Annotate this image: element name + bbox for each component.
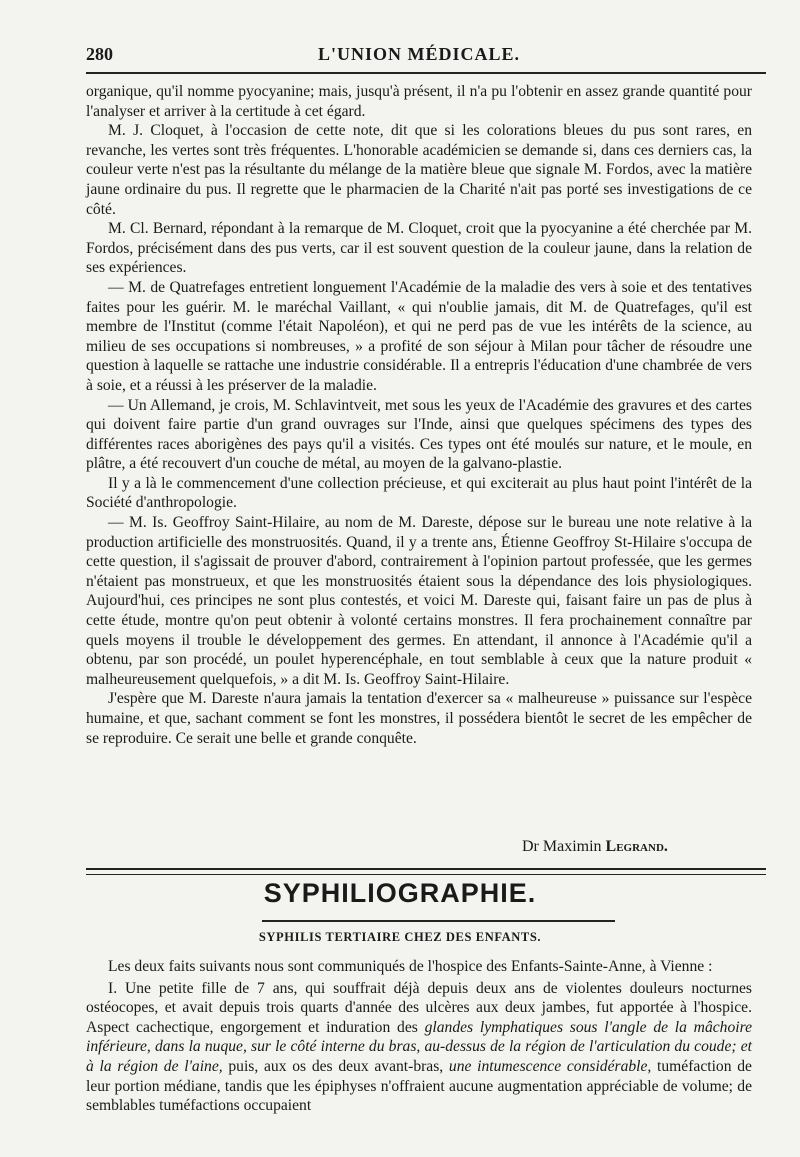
case-paragraph xyxy=(86,979,752,1116)
page-number: 280 xyxy=(86,44,113,64)
signature-prefix: Dr Maximin xyxy=(522,838,606,855)
paragraph: M. J. Cloquet, à l'occasion de cette note, dit que si les colorations bleues du pus sont rares, en revanche, les vertes sont très fréquentes. L'honorable académicien se demande si, dans ces derniers cas, la couleur verte n'est pas la résultante du mélange de la matière bleue que signale M. Fordos, avec la matière jaune ordinaire du pus. Il regrette que le pharmacien de la Charité n'ait pas porté ses investigations de ce côté. xyxy=(86,122,752,218)
case-text: tuméfaction de leur portion médiane, tandis que les épiphyses n'offraient aucune augmentation appréciable de volume; de semblables tuméfactions occupaient xyxy=(86,1057,752,1115)
section-rule-bottom xyxy=(262,920,615,922)
paragraph: organique, qu'il nomme pyocyanine; mais, jusqu'à présent, il n'a pu l'obtenir en assez grande quantité pour l'analyser et arriver à la certitude à cet égard. xyxy=(86,83,752,120)
paragraph: — M. Is. Geoffroy Saint-Hilaire, au nom de M. Dareste, dépose sur le bureau une note relative à la production artificielle des monstruosités. Quand, il y a trente ans, Étienne Geoffroy St-Hilaire s'occupa de cette question, il s'agissait de prouver d'abord, contrairement à l'opinion partout professée, que les germes n'étaient pas monstrueux, et que les monstruosités étaient sous la dépendance des lois physiologiques. Aujourd'hui, ces principes ne sont plus contestés, et voici M. Dareste qui, faisant faire un pas de plus à cette étude, montre qu'on peut obtenir à volonté certains monstres. Il fera prochainement connaître par quels moyens il trouble le développement des germes. En attendant, il annonce à l'Académie qu'il a obtenu, par son procédé, un poulet hyperencéphale, en tout semblable à ceux que la nature produit « malheureusement quelquefois, » a dit M. Is. Geoffroy Saint-Hilaire. xyxy=(86,514,752,688)
running-title: L'UNION MÉDICALE. xyxy=(318,44,521,64)
paragraph: — Un Allemand, je crois, M. Schlavintveit, met sous les yeux de l'Académie des gravures et des cartes qui doivent faire partie d'un grand ouvrages sur l'Inde, ainsi que quelques spécimens des types des différentes races aborigènes des pays qu'il a visités. Ces types ont été moulés sur nature, et le moule, en plâtre, a été recouvert d'un couche de métal, au moyen de la galvano-plastie. xyxy=(86,396,752,473)
case-text-italic: glandes lymphatiques sous l'angle de la mâchoire inférieure, dans la nuque, sur le côté interne du bras, au-dessus de la région de l'articulation du coude; et à la région de l'aine, xyxy=(86,1018,753,1075)
header-rule xyxy=(86,72,766,74)
case-text: puis, aux os des deux avant-bras, xyxy=(222,1057,449,1075)
paragraph: M. Cl. Bernard, répondant à la remarque de M. Cloquet, croit que la pyocyanine a été cherchée par M. Fordos, précisément dans des pus verts, car il est souvent question de la couleur jaune, dans la relation de ses expériences. xyxy=(86,220,752,277)
section-title: SYPHILIOGRAPHIE. xyxy=(263,878,537,908)
section-rule-top xyxy=(86,868,766,875)
paragraph: — M. de Quatrefages entretient longuement l'Académie de la maladie des vers à soie et des tentatives faites pour les guérir. M. le maréchal Vaillant, « qui n'oublie jamais, dit M. de Quatrefages, qu'il est membre de l'Institut (comme l'était Napoléon), et qui ne perd pas de vue les intérêts de la science, au milieu de ses occupations si nombreuses, » a profité de son séjour à Milan pour tâcher de résoudre une question à laquelle se rattache une industrie considérable. Il a entrepris l'éducation d'une chambrée de vers à soie, et a réussi à les préserver de la maladie. xyxy=(86,278,752,394)
page-header xyxy=(86,40,766,68)
article-body xyxy=(86,82,752,748)
paragraph: J'espère que M. Dareste n'aura jamais la tentation d'exercer sa « malheureuse » puissance sur l'espèce humaine, et que, sachant comment se font les monstres, il possédera bientôt le secret de les empêcher de se reproduire. Ce serait une belle et grande conquête. xyxy=(86,690,752,747)
section-body xyxy=(86,957,752,1118)
section-subtitle: SYPHILIS TERTIAIRE CHEZ DES ENFANTS. xyxy=(258,930,542,944)
paragraph: Il y a là le commencement d'une collection précieuse, et qui exciterait au plus haut point l'intérêt de la Société d'anthropologie. xyxy=(86,474,752,512)
case-text-italic: une intumescence considérable, xyxy=(448,1057,652,1075)
signature-name: Legrand. xyxy=(605,838,668,855)
case-text: I. Une petite fille de 7 ans, qui souffrait déjà depuis deux ans de violentes douleurs nocturnes ostéocopes, et avait depuis trois quarts d'année des ulcères aux deux jambes, fut apportée à l'hospice. Aspect cachectique, engorgement et induration des xyxy=(86,979,752,1036)
section-intro: Les deux faits suivants nous sont communiqués de l'hospice des Enfants-Sainte-Anne, à Vienne : xyxy=(108,958,713,975)
author-signature xyxy=(522,838,668,856)
